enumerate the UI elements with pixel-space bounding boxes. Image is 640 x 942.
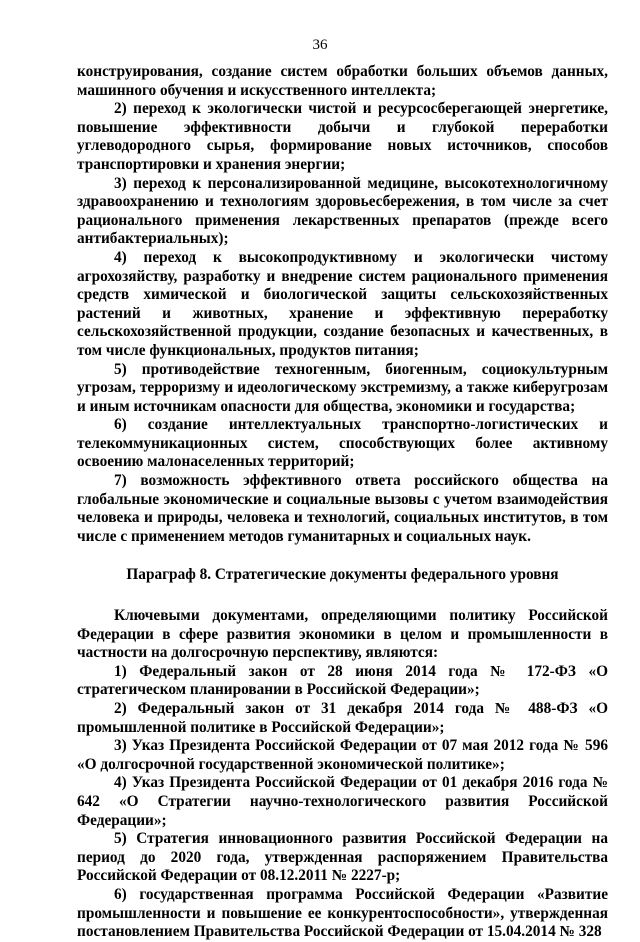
document-item-5: 5) Стратегия инновационного развития Российской Федерации на период до 2020 года, утвержденная распоряжением Правительства Российской Федерации от 08.12.2011 № 2227-р; xyxy=(77,830,608,885)
list-item-5: 5) противодействие техногенным, биогенным, социокультурным угрозам, терроризму и идеологическому экстремизму, а также киберугрозам и иным источникам опасности для общества, экономики и государства; xyxy=(77,360,608,415)
document-item-2: 2) Федеральный закон от 31 декабря 2014 года № 488-ФЗ «О промышленной политике в Российской Федерации»; xyxy=(77,700,608,736)
document-item-1: 1) Федеральный закон от 28 июня 2014 года № 172-ФЗ «О стратегическом планировании в Российской Федерации»; xyxy=(77,662,608,699)
list-item-4: 4) переход к высокопродуктивному и экологически чистому агрохозяйству, разработку и внедрение систем рационального применения средств химической и биологической защиты сельскохозяйственных растений и животных, хранение и эффективную переработку сельскохозяйственной продукции, создание безопасных и качественных, в том числе функциональных, продуктов питания; xyxy=(77,248,608,359)
section-heading: Параграф 8. Стратегические документы федерального уровня xyxy=(126,566,559,584)
document-item-3: 3) Указ Президента Российской Федерации от 07 мая 2012 года № 596 «О долгосрочной государственной экономической политике»; xyxy=(77,737,608,773)
list-item-2: 2) переход к экологически чистой и ресурсосберегающей энергетике, повышение эффективности добычи и глубокой переработки углеводородного сырья, формирование новых источников, способов транспортировки и хранения энергии; xyxy=(77,100,608,173)
page-number: 36 xyxy=(312,37,328,53)
paragraph-continuation: конструирования, создание систем обработки больших объемов данных, машинного обучения и искусственного интеллекта; xyxy=(77,63,608,99)
document-item-4: 4) Указ Президента Российской Федерации от 01 декабря 2016 года № 642 «О Стратегии научно-технологического развития Российской Федерации»; xyxy=(77,774,608,829)
list-item-3: 3) переход к персонализированной медицине, высокотехнологичному здравоохранению и технологиям здоровьесбережения, в том числе за счет рационального применения лекарственных препаратов (прежде всего антибактериальных); xyxy=(77,174,608,248)
list-item-7: 7) возможность эффективного ответа российского общества на глобальные экономические и социальные вызовы с учетом взаимодействия человека и природы, человека и технологий, социальных институтов, в том числе с применением методов гуманитарных и социальных наук. xyxy=(77,472,608,545)
document-item-6: 6) государственная программа Российской Федерации «Развитие промышленности и повышение ее конкурентоспособности», утвержденная постановлением Правительства Российской Федерации от 15.04.2014 № 328 xyxy=(77,885,608,941)
list-item-6: 6) создание интеллектуальных транспортно-логистических и телекоммуникационных систем, способствующих более активному освоению малонаселенных территорий; xyxy=(77,416,608,471)
intro-paragraph: Ключевыми документами, определяющими политику Российской Федерации в сфере развития экономики в целом и промышленности в частности на долгосрочную перспективу, являются: xyxy=(77,607,608,662)
document-body xyxy=(77,63,608,942)
